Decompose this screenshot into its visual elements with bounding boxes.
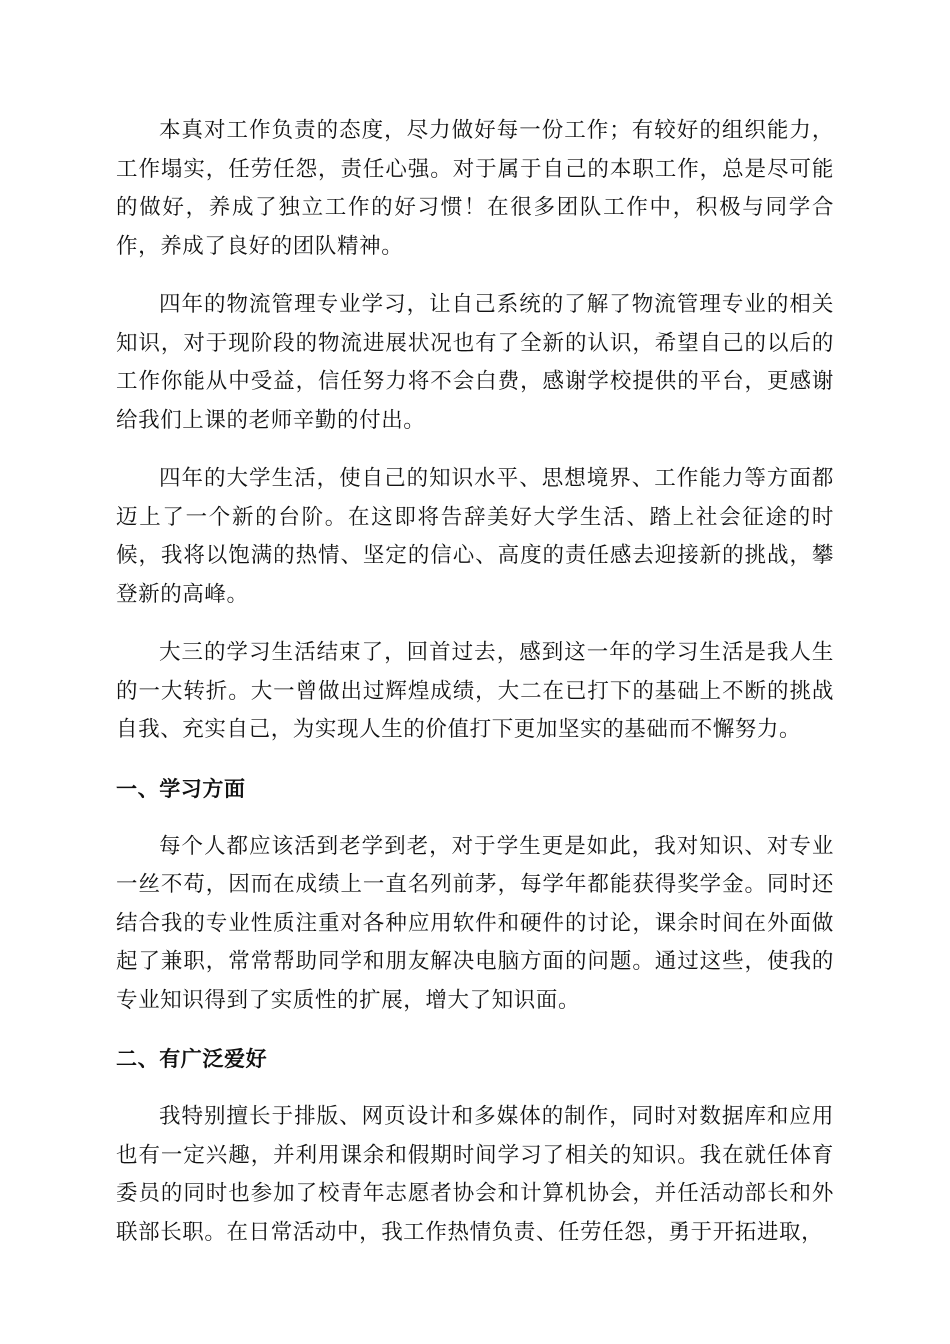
paragraph-logistics-study: 四年的物流管理专业学习，让自己系统的了解了物流管理专业的相关知识，对于现阶段的物流进展状况也有了全新的认识，希望自己的以后的工作你能从中受益，信任努力将不会白费，感谢学校提供的平台，更感谢给我们上课的老师辛勤的付出。 bbox=[116, 292, 834, 433]
paragraph-study: 每个人都应该活到老学到老，对于学生更是如此，我对知识、对专业一丝不苟，因而在成绩上一直名列前茅，每学年都能获得奖学金。同时还结合我的专业性质注重对各种应用软件和硬件的讨论，课余时间在外面做起了兼职，常常帮助同学和朋友解决电脑方面的问题。通过这些，使我的专业知识得到了实质性的扩展，增大了知识面。 bbox=[116, 833, 834, 1013]
section-heading-study: 一、学习方面 bbox=[116, 776, 246, 801]
paragraph-university-life: 四年的大学生活，使自己的知识水平、思想境界、工作能力等方面都迈上了一个新的台阶。在这即将告辞美好大学生活、踏上社会征途的时候，我将以饱满的热情、坚定的信心、高度的责任感去迎接新的挑战，攀登新的高峰。 bbox=[116, 466, 834, 607]
paragraph-work-attitude: 本真对工作负责的态度，尽力做好每一份工作；有较好的组织能力，工作塌实，任劳任怨，责任心强。对于属于自己的本职工作，总是尽可能的做好，养成了独立工作的好习惯！在很多团队工作中，积极与同学合作，养成了良好的团队精神。 bbox=[116, 118, 834, 259]
section-heading-hobbies: 二、有广泛爱好 bbox=[116, 1047, 268, 1071]
paragraph-junior-year: 大三的学习生活结束了，回首过去，感到这一年的学习生活是我人生的一大转折。大一曾做出过辉煌成绩，大二在已打下的基础上不断的挑战自我、充实自己，为实现人生的价值打下更加坚实的基础而不懈努力。 bbox=[116, 640, 834, 742]
paragraph-hobbies: 我特别擅长于排版、网页设计和多媒体的制作，同时对数据库和应用也有一定兴趣，并利用课余和假期时间学习了相关的知识。我在就任体育委员的同时也参加了校青年志愿者协会和计算机协会，并任活动部长和外联部长职。在日常活动中，我工作热情负责、任劳任怨，勇于开拓进取， bbox=[116, 1104, 834, 1245]
